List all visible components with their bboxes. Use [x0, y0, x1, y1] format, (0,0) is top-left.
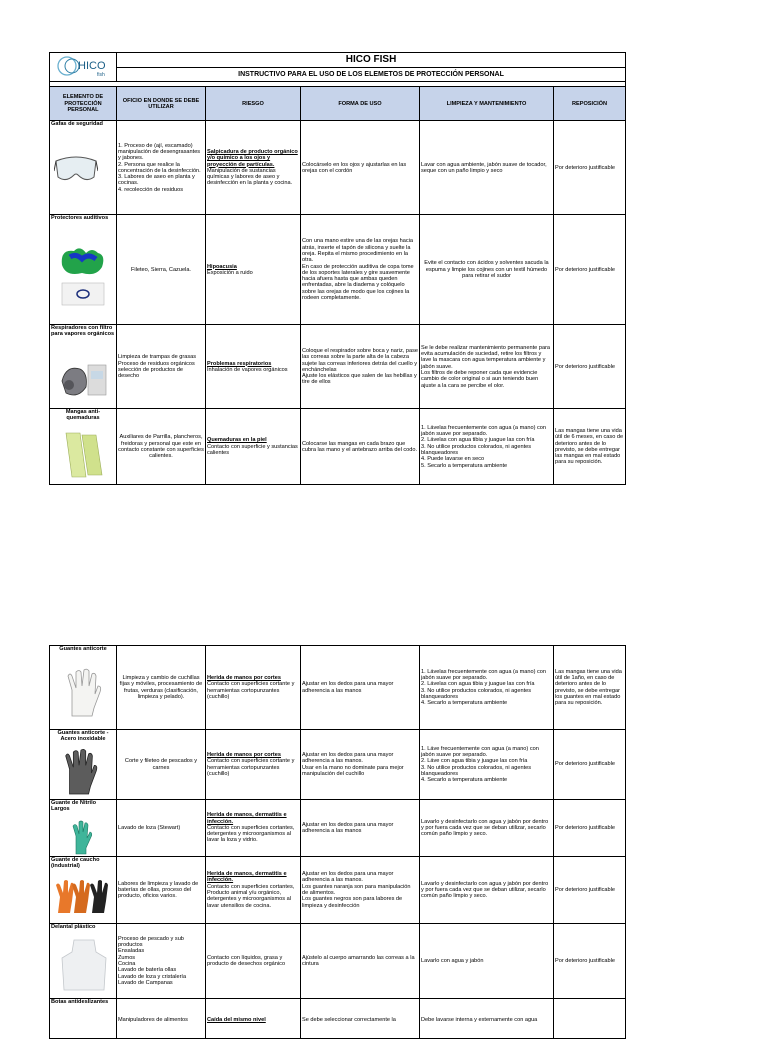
oficio-cell: Proceso de pescado y sub productos Ensaladas Zumos Cocina Lavado de batería ollas Lavado de loza y cristalería Lavado de Campanas: [117, 924, 206, 999]
riesgo-cell: Herida de manos, dermatitis e infección. Contacto con superficies cortantes, detergentes y microorganismos al lavar la loza y vidrio.: [206, 800, 301, 857]
reposicion-cell: Por deterioro justificable: [554, 857, 626, 924]
oficio-cell: Limpieza de trampas de grasas Proceso de residuos orgánicos selección de productos de desecho: [117, 325, 206, 409]
safety-glasses-icon: [54, 149, 98, 189]
oficio-cell: 1. Proceso de (ají, escamado) manipulación de desengrasantes y jabones. 2. Persona que realice la concentración de la desinfección. 3. Labores de aseo en planta y cocinas. 4. recolección de residuos: [117, 121, 206, 215]
table-row: [50, 215, 626, 325]
table-row: [50, 924, 626, 999]
forma-cell: Se debe seleccionar correctamente la: [301, 999, 420, 1039]
reposicion-cell: Las mangas tiene una vida útil de 1año, en caso de deterioro antes de lo previsto, se debe entregar los guantes en mal estado para su reposición.: [554, 646, 626, 730]
table-row: [50, 857, 626, 924]
respirator-icon: [58, 359, 110, 401]
svg-text:HICO: HICO: [78, 60, 106, 72]
oficio-cell: Manipuladores de alimentos: [117, 999, 206, 1039]
col-header-riesgo: RIESGO: [206, 87, 301, 121]
table-row: [50, 800, 626, 857]
epp-table-page-1: [49, 52, 626, 485]
element-cell: [50, 730, 117, 800]
reposicion-cell: Por deterioro justificable: [554, 215, 626, 325]
oficio-cell: Corte y fileteo de pescados y carnes: [117, 730, 206, 800]
riesgo-cell: Quemaduras en la piel Contacto con superficie y sustancias calientes: [206, 409, 301, 485]
rubber-gloves-icon: [54, 879, 112, 917]
element-name: Guantes anticorte: [59, 646, 107, 652]
element-cell: [50, 325, 117, 409]
anti-burn-sleeves-icon: [56, 429, 108, 481]
col-header-limpieza: LIMPIEZA Y MANTENIMIENTO: [420, 87, 554, 121]
limpieza-cell: Se le debe realizar mantenimiento permanente para evita acumulación de suciedad, retire los filtros y lave la mascara con agua temperatura ambiente y jabón suave. Los filtros de debe reponer cada que evidencie cambio de color original o si aun teniendo buen ajuste a la cara se percibe el olor.: [420, 325, 554, 409]
riesgo-cell: Caída del mismo nivel: [206, 999, 301, 1039]
limpieza-cell: Lavarlo con agua y jabón: [420, 924, 554, 999]
element-name: Protectores auditivos: [51, 215, 109, 222]
reposicion-cell: Por deterioro justificable: [554, 800, 626, 857]
element-name: Guante de Nitrilo Largos: [51, 800, 97, 812]
limpieza-cell: Lavarlo y desinfectarlo con agua y jabón por dentro y por fuera cada vez que se deban utilizar, secarlo común paño limpio y seco.: [420, 857, 554, 924]
reposicion-cell: Por deterioro justificable: [554, 325, 626, 409]
riesgo-cell: Herida de manos por cortes Contacto con superficies cortante y herramientas cortopunzantes (cuchillo): [206, 646, 301, 730]
steel-mesh-glove-icon: [60, 748, 100, 798]
forma-cell: Ajustar en los dedos para una mayor adherencia a las manos. Usar en la mano no dominate para mejor manipulación del cuchillo: [301, 730, 420, 800]
epp-table-page-2: [49, 645, 626, 1039]
element-name: Guante de caucho (industrial): [51, 857, 100, 869]
fish-logo-icon: [54, 53, 112, 79]
oficio-cell: Lavado de loza (Stewart): [117, 800, 206, 857]
riesgo-cell: Hipoacusia Exposición a ruido: [206, 215, 301, 325]
element-cell: [50, 800, 117, 857]
table-row: [50, 730, 626, 800]
col-header-forma: FORMA DE USO: [301, 87, 420, 121]
forma-cell: Colocarse las mangas en cada brazo que cubra las mano y el antebrazo arriba del codo.: [301, 409, 420, 485]
element-name: Botas antideslizantes: [51, 999, 109, 1005]
element-name: Mangas anti-quemaduras: [65, 409, 101, 422]
oficio-cell: Fileteo, Sierra, Cazuela.: [117, 215, 206, 325]
element-cell: [50, 646, 117, 730]
oficio-cell: Labores de limpieza y lavado de baterías de ollas, proceso del producto, oficios varios.: [117, 857, 206, 924]
forma-cell: Con una mano estire una de las orejas hacia atrás, inserte el tapón de silicona y suelte la oreja. Repita el mismo procedimiento en la otra. En caso de protección auditiva de copa tome de los soportes laterales y gire suavemente hacia afuera hasta que ambas queden enfrentadas, abre la diadema y colóquelo sobre las orejas de modo que los cojines la rodeen completamente.: [301, 215, 420, 325]
element-name: Respiradores con filtro para vapores orgánicos: [51, 325, 115, 338]
nitrile-glove-icon: [68, 818, 94, 856]
limpieza-cell: Lavarlo y desinfectarlo con agua y jabón por dentro y por fuera cada vez que se deban utilizar, secarlo común paño limpio y seco.: [420, 800, 554, 857]
forma-cell: Ajustar en los dedos para una mayor adherencia a las manos. Los guantes naranja son para manipulación de alimentos. Los guantes negros son para labores de limpieza y desinfección: [301, 857, 420, 924]
limpieza-cell: 1. Lávelas frecuentemente con agua (a mano) con jabón suave por separado. 2. Lávelas con agua tibia y juague las con fría 3. No utilice productos colorados, ni agentes blanqueadores 4. Puede lavarse en seco 5. Secarlo a temperatura ambiente: [420, 409, 554, 485]
table-row: [50, 409, 626, 485]
forma-cell: Ajustar en los dedos para una mayor adherencia a las manos: [301, 646, 420, 730]
forma-cell: Coloque el respirador sobre boca y nariz, pase las correas sobre la parte alta de la cabeza sujete las correas inferiores detrás del cuello y enchánchelas Ajuste los elásticos que salen de las hebillas y tire de ellos: [301, 325, 420, 409]
col-header-element: ELEMENTO DE PROTECCIÓN PERSONAL: [50, 87, 117, 121]
document-subtitle: INSTRUCTIVO PARA EL USO DE LOS ELEMETOS DE PROTECCIÓN PERSONAL: [117, 68, 626, 82]
element-name: Guantes anticorte - Acero inoxidable: [57, 730, 109, 742]
limpieza-cell: Lavar con agua ambiente, jabón suave de tocador, seque con un paño limpio y seco: [420, 121, 554, 215]
riesgo-cell: Herida de manos, dermatitis e infección. Contacto con superficies cortantes, Producto animal y/u orgánico, detergentes y microorganismos al lavar utensilios de cocina.: [206, 857, 301, 924]
cut-resistant-glove-icon: [62, 668, 104, 720]
reposicion-cell: Por deterioro justificable: [554, 924, 626, 999]
reposicion-cell: Por deterioro justificable: [554, 730, 626, 800]
limpieza-cell: Debe lavarse interna y externamente con agua: [420, 999, 554, 1039]
element-cell: [50, 857, 117, 924]
table-row: [50, 121, 626, 215]
forma-cell: Ajústelo al cuerpo amarrando las correas a la cintura: [301, 924, 420, 999]
col-header-reposicion: REPOSICIÓN: [554, 87, 626, 121]
table-row: [50, 325, 626, 409]
element-name: Delantal plástico: [51, 924, 96, 930]
element-cell: [50, 999, 117, 1039]
element-cell: [50, 409, 117, 485]
earplugs-icon: [56, 243, 110, 309]
riesgo-cell: Salpicadura de producto orgánico y/o químico a los ojos y proyección de partículas. Manipulación de sustancias químicas y labores de aseo y desinfección en la planta y cocina.: [206, 121, 301, 215]
oficio-cell: Auxiliares de Parrilla, plancheros, freidoras y personal que este en contacto constante con superficies calientes.: [117, 409, 206, 485]
plastic-apron-icon: [58, 938, 110, 992]
riesgo-cell: Herida de manos por cortes Contacto con superficies cortante y herramientas cortopunzantes (cuchillo): [206, 730, 301, 800]
limpieza-cell: 1. Láve frecuentemente con agua (a mano) con jabón suave por separado. 2. Láve con agua tibia y juague las con fría 3. No utilice productos colorados, ni agentes blanqueadores 4. Secarlo a temperatura ambiente: [420, 730, 554, 800]
reposicion-cell: Las mangas tiene una vida útil de 6 meses, en caso de deterioro antes de lo previsto, se debe entregar las mangas en mal estado para su reposición.: [554, 409, 626, 485]
limpieza-cell: 1. Lávelas frecuentemente con agua (a mano) con jabón suave por separado. 2. Lávelas con agua tibia y juague las con fría 3. No utilice productos colorados, ni agentes blanqueadores 4. Secarlo a temperatura ambiente: [420, 646, 554, 730]
table-row: [50, 999, 626, 1039]
element-cell: [50, 924, 117, 999]
riesgo-cell: Problemas respiratorios Inhalación de vapores orgánicos: [206, 325, 301, 409]
table-row: [50, 646, 626, 730]
element-cell: [50, 215, 117, 325]
reposicion-cell: Por deterioro justificable: [554, 121, 626, 215]
forma-cell: Colocárselo en los ojos y ajustarlas en las orejas con el cordón: [301, 121, 420, 215]
company-logo: [50, 53, 117, 82]
element-name: Gafas de seguridad: [51, 121, 103, 128]
element-cell: [50, 121, 117, 215]
svg-text:fish: fish: [97, 72, 105, 78]
riesgo-cell: Contacto con líquidos, grasa y producto de desechos orgánico: [206, 924, 301, 999]
limpieza-cell: Evite el contacto con ácidos y solventes sacuda la espuma y limpie los cojines con un textil húmedo para retirar el sudor: [420, 215, 554, 325]
document-title: HICO FISH: [117, 53, 626, 68]
forma-cell: Ajustar en los dedos para una mayor adherencia a las manos: [301, 800, 420, 857]
reposicion-cell: [554, 999, 626, 1039]
oficio-cell: Limpieza y cambio de cuchillas fijas y móviles, procesamiento de frutas, verduras (clasificación, limpieza y pelado).: [117, 646, 206, 730]
col-header-oficio: OFICIO EN DONDE SE DEBE UTILIZAR: [117, 87, 206, 121]
